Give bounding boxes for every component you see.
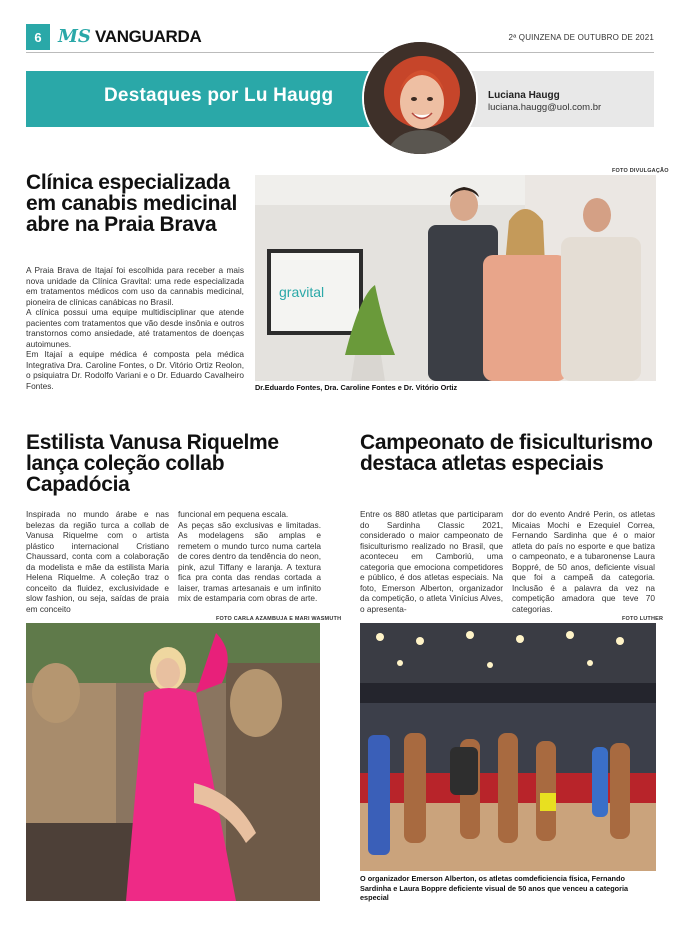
article2-headline: Estilista Vanusa Riquelme lança coleção collab Capadócia xyxy=(26,431,279,496)
bodybuilding-stage-illustration xyxy=(360,623,656,871)
clinic-sign-text: gravital xyxy=(279,284,325,300)
page-header xyxy=(0,0,680,48)
article1-caption: Dr.Eduardo Fontes, Dra. Caroline Fontes e Dr. Vitório Ortiz xyxy=(255,383,458,392)
portrait-illustration xyxy=(364,42,478,156)
page-number: 6 xyxy=(26,24,50,50)
article2-body-col1: Inspirada no mundo árabe e nas belezas da região turca a collab de Vanusa Riquelme com o artista plástico internacional Cristiano Chaussard, conta com a colaboração da modelista e mãe da estilista Maria Helena Riquelme. A coleção traz o conceito da fluidez, exclusividade e slow fashion, ou seja, saídas de praia em conceito xyxy=(26,509,169,614)
newspaper-logo xyxy=(58,26,201,47)
article1-paragraph: Em Itajaí a equipe médica é composta pela médica Integrativa Dra. Caroline Fontes, o Dr. Vitório Ortiz Reolon, o psiquiatra Dr. Rodolfo Variani e o Dr. Eduardo Cavalheiro Fontes. xyxy=(26,349,244,391)
article3-body-col2: dor do evento André Perin, os atletas Micaias Mochi e Ezequiel Correa, Fernando Sardinha que é o maior atleta do país no esporte e que batiza o campeonato, e a tubaronense Laura Boppré, de 50 anos, deficiente visual que foi a campeã da categoria. Inclusão é a palavra da vez na competição amadora que teve 70 categorias. xyxy=(512,509,655,614)
fashion-model-illustration xyxy=(26,623,320,901)
article2-body-col2 xyxy=(178,509,321,604)
article3-photo xyxy=(360,623,656,871)
author-portrait xyxy=(362,40,478,156)
article3-caption: O organizador Emerson Alberton, os atletas comdeficiencia física, Fernando Sardinha e Laura Boppre deficiente visual de 50 anos que venceu a categoria especial xyxy=(360,874,629,902)
column-title: Destaques por Lu Haugg xyxy=(104,85,334,106)
issue-date: 2ª QUINZENA DE OUTUBRO DE 2021 xyxy=(508,33,654,42)
article1-photo-credit: FOTO DIVULGAÇÃO xyxy=(612,168,669,174)
article3-body-col1: Entre os 880 atletas que participaram do Sardinha Classic 2021, considerado o maior campeonato de fisiculturismo realizado no Brasil, que aconteceu em Camboriú, uma categoria que emociona competidores e público, é dos atletas especiais. Na foto, Emerson Alberton, organizador da competição, o atleta Vinícius Alves, o apresenta- xyxy=(360,509,503,614)
article2-photo-credit: FOTO CARLA AZAMBUJA E MARI WASMUTH xyxy=(216,616,342,622)
author-email: luciana.haugg@uol.com.br xyxy=(488,102,602,113)
article2-photo xyxy=(26,623,320,901)
article1-headline: Clínica especializada em canabis medicinal abre na Praia Brava xyxy=(26,171,238,236)
column-banner xyxy=(26,71,373,127)
article2-paragraph: As peças são exclusivas e limitadas. As modelagens são amplas e remetem o mundo turco numa cartela de cores dentro da tendência do neon, pink, azul Tiffany e laranja. A textura fica pra conta das rendas cortada a laiser, tramas artesanais e um infinito mix de estamparia com obras de arte. xyxy=(178,519,321,603)
author-name: Luciana Haugg xyxy=(488,90,560,101)
logo-text: VANGUARDA xyxy=(94,27,202,46)
article1-paragraph: A clínica possui uma equipe multidisciplinar que atende pacientes com tratamentos que vão desde insônia e outros transtornos como ansiedade, até tratamentos de doenças autoimunes. xyxy=(26,307,244,349)
article3-photo-credit: FOTO LUTHER xyxy=(622,616,664,622)
clinic-team-illustration xyxy=(255,175,656,381)
article2-paragraph: funcional em pequena escala. xyxy=(178,509,289,519)
header-divider xyxy=(26,52,654,53)
logo-prefix: MS xyxy=(58,26,91,47)
article1-body xyxy=(26,265,244,391)
article1-photo xyxy=(255,175,656,381)
article1-paragraph: A Praia Brava de Itajaí foi escolhida para receber a mais nova unidade da Clínica Gravital: uma rede especializada em tratamentos médicos com uso da cannabis medicinal, pioneira de clínicas canábicas no Brasil. xyxy=(26,265,244,307)
article3-headline: Campeonato de fisiculturismo destaca atletas especiais xyxy=(360,431,653,475)
